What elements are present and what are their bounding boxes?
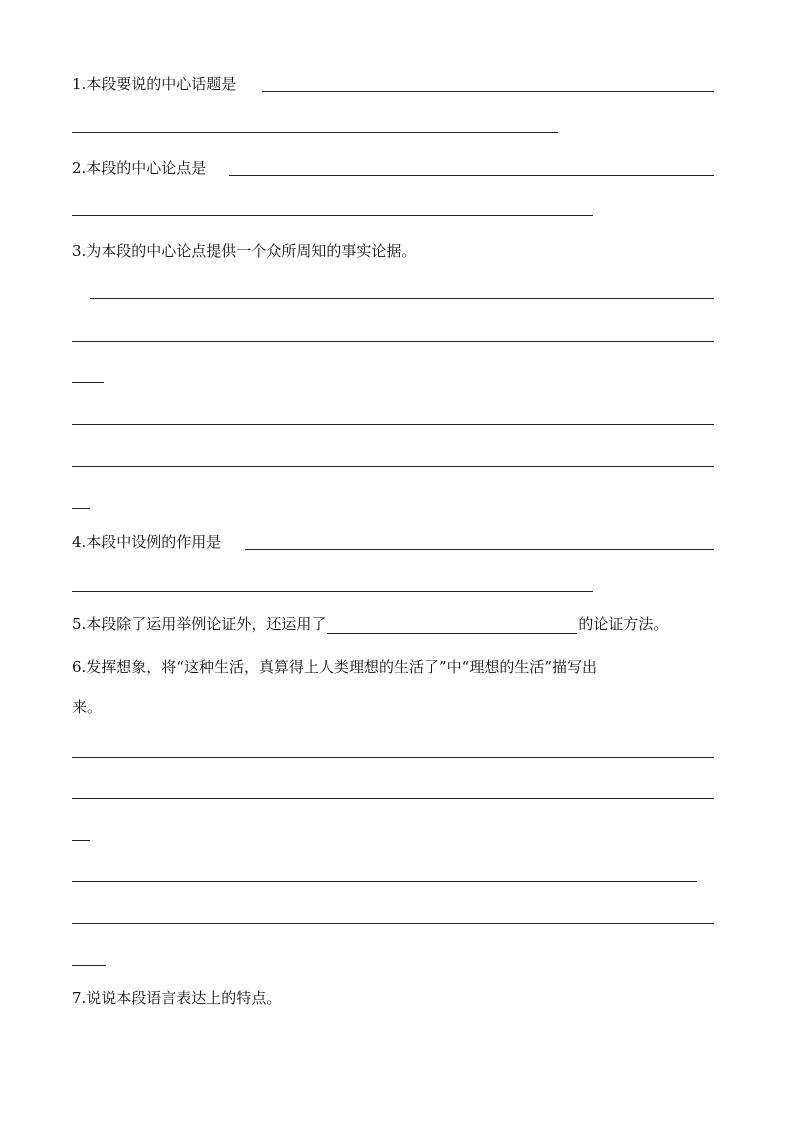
- question-2: 2.本段的中心论点是: [72, 159, 207, 177]
- answer-line[interactable]: [72, 881, 697, 882]
- answer-line[interactable]: [72, 965, 106, 966]
- answer-line[interactable]: [72, 757, 714, 758]
- answer-line[interactable]: [72, 466, 714, 467]
- question-7: 7.说说本段语言表达上的特点。: [72, 989, 282, 1007]
- answer-line[interactable]: [72, 132, 558, 133]
- answer-line[interactable]: [262, 91, 714, 92]
- answer-line[interactable]: [90, 298, 714, 299]
- question-6-continued: 来。: [72, 698, 103, 716]
- answer-line[interactable]: [72, 798, 714, 799]
- answer-line[interactable]: [72, 382, 104, 383]
- question-6: 6.发挥想象，将“这种生活，真算得上人类理想的生活了”中“理想的生活”描写出: [72, 658, 597, 676]
- answer-line[interactable]: [72, 840, 90, 841]
- answer-line[interactable]: [72, 424, 714, 425]
- answer-line[interactable]: [72, 923, 714, 924]
- question-4: 4.本段中设例的作用是: [72, 533, 222, 551]
- answer-line[interactable]: [72, 591, 593, 592]
- answer-line[interactable]: [72, 215, 593, 216]
- question-1: 1.本段要说的中心话题是: [72, 75, 237, 93]
- question-3: 3.为本段的中心论点提供一个众所周知的事实论据。: [72, 242, 417, 260]
- answer-line[interactable]: [72, 508, 90, 509]
- question-5-before: 5.本段除了运用举例论证外，还运用了: [72, 615, 327, 633]
- answer-line[interactable]: [72, 341, 714, 342]
- question-5-after: 的论证方法。: [578, 615, 669, 633]
- answer-blank[interactable]: [327, 615, 577, 634]
- answer-line[interactable]: [229, 175, 714, 176]
- answer-line[interactable]: [245, 549, 714, 550]
- question-5: [72, 614, 668, 634]
